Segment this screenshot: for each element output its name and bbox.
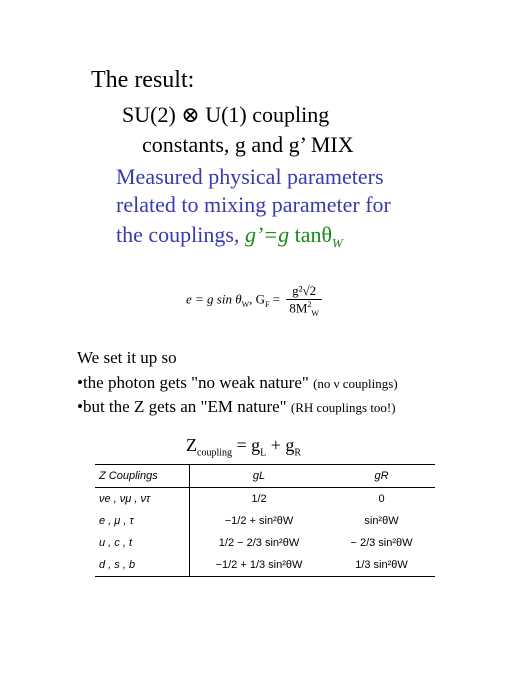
- z-bullet: •but the Z gets an "EM nature" (RH couplings too!): [77, 397, 396, 416]
- row-gl: 1/2 − 2/3 sin²θW: [218, 537, 300, 549]
- table-row: [95, 510, 435, 532]
- z-coupling-equation: $Z_{coupling} = g_L + g_R$: [186, 435, 302, 459]
- couplings-relation-line: [116, 222, 343, 251]
- row-gr: − 2/3 sin²θW: [350, 537, 413, 549]
- table-row: [95, 532, 435, 554]
- row-particles: d , s , b: [95, 554, 190, 577]
- couplings-prefix: the couplings,: [116, 222, 245, 247]
- col-header-gl: gL: [252, 470, 266, 482]
- row-particles: e , μ , τ: [95, 510, 190, 532]
- measured-parameters-line: Measured physical parameters: [116, 164, 384, 189]
- table-row: [95, 488, 435, 511]
- z-couplings-table: [95, 464, 435, 577]
- table-header-row: [95, 465, 435, 488]
- setup-intro: We set it up so: [77, 348, 177, 367]
- row-gr: 1/3 sin²θW: [355, 559, 408, 571]
- row-gl: −1/2 + 1/3 sin²θW: [215, 559, 303, 571]
- charge-fermi-equation: e = g $\sin \theta_W$, $G_F$ = $\frac{\text{g²√2}}{8M^2_W}$: [186, 283, 322, 318]
- su2-u1-line: SU(2) ⊗ U(1) coupling: [122, 102, 330, 127]
- row-particles: νe , νμ , ντ: [95, 488, 190, 511]
- row-gl: −1/2 + sin²θW: [224, 515, 294, 527]
- mixing-parameter-line: related to mixing parameter for: [116, 192, 391, 217]
- row-gr: 0: [378, 493, 385, 505]
- table-row: [95, 554, 435, 577]
- col-header-z-couplings: Z Couplings: [95, 465, 190, 488]
- constants-mix-line: constants, g and g’ MIX: [142, 132, 354, 157]
- row-particles: u , c , t: [95, 532, 190, 554]
- weinberg-relation: g’=g tanθ$_W$: [244, 222, 343, 251]
- slide-title: The result:: [91, 67, 195, 93]
- fermi-fraction: $\frac{\text{g²√2}}{8M^2_W}$: [286, 283, 322, 318]
- row-gl: 1/2: [251, 493, 267, 505]
- photon-bullet: •the photon gets "no weak nature" (no ν couplings): [77, 373, 398, 392]
- col-header-gr: gR: [374, 470, 389, 482]
- row-gr: sin²θW: [364, 515, 399, 527]
